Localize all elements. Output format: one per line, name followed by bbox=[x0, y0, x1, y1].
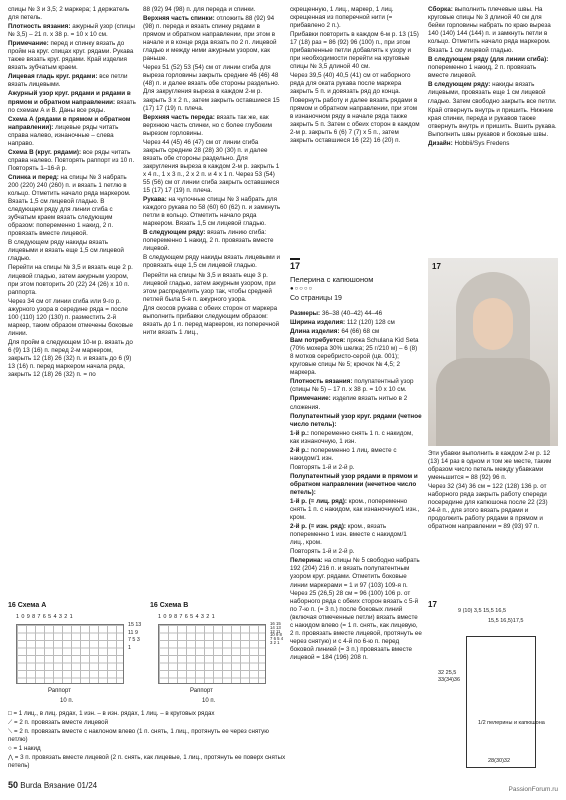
paragraph-text: Через 34 см от линии сгиба или 9-го р. ажурного узора в середине ряда = после 100 (110) 120 (130) п. разместить 2-й маркер, таким образом отмечены боковые линии. bbox=[8, 297, 133, 337]
photo-number: 17 bbox=[432, 262, 441, 271]
paragraph bbox=[290, 464, 422, 472]
watermark: PassionForum.ru bbox=[508, 786, 558, 793]
scheme-a-col-numbers: 10987654321 bbox=[16, 614, 75, 620]
legend-item: ⋀ = 3 п. провязать вместе лицевой (2 п. снять, как лицевые, 1 лиц., протянуть ее поверх снятых петель) bbox=[8, 753, 286, 769]
paragraph-text: Повторять 1-й и 2-й р. bbox=[290, 463, 355, 471]
paragraph-heading: 1-й р. (= лиц. ряд): bbox=[290, 498, 347, 506]
paragraph-text: пряжа Schulana Kid Seta (70% мохера 30% шелка; 25 г/210 м) – 6 (8) 8 мотков серебристо-серой (цв. 001); круговые спицы № 5; крючок № 4,5; 2 маркера. bbox=[290, 337, 419, 377]
text-column-4b bbox=[428, 450, 558, 532]
magazine-name: Burda Вязание bbox=[20, 781, 75, 790]
pattern-header bbox=[290, 258, 422, 304]
paragraph bbox=[8, 174, 136, 238]
scheme-b-rapport-n: 10 п. bbox=[202, 698, 216, 704]
paragraph bbox=[428, 483, 558, 531]
legend-item: ○ = 1 накид bbox=[8, 744, 41, 752]
paragraph bbox=[143, 305, 283, 337]
paragraph bbox=[428, 56, 558, 80]
paragraph-heading: Схема В (круг. рядами): bbox=[8, 148, 82, 156]
paragraph-heading: Дизайн: bbox=[428, 139, 453, 147]
paragraph-heading: 2-й р. (= изн. ряд): bbox=[290, 523, 347, 531]
paragraph bbox=[290, 430, 422, 446]
paragraph bbox=[8, 149, 136, 173]
paragraph-heading: Верхняя часть переда: bbox=[143, 113, 215, 121]
paragraph-text: полупатентный узор (спицы № 5) – 17 п. х 38 р. = 10 х 10 см. bbox=[290, 378, 414, 394]
paragraph bbox=[290, 523, 422, 547]
paragraph-text: на спицы № 5 свободно набрать 192 (204) 216 п. и вязать полупатентным узором круг. рядами. Отметить боковые линии маркерами = 1 и 97 (103) 109-я п. Через 25 (26,5) 28 см = 96 (100) 106 р. от наборного ряда с обеих сторон вязать с 5-й по 7-ю п. (= 3 п.) после боковых линий (включая отмеченные петли) вязать вместе с накидом влево (= 1 п. снять, как лицевую, 2 п. провязать вместе лицевой, протянуть ее через снятую) и с 4-й по 6-ю п. перед боковой линией (= 3 п.) провязать вместе лицевой = 184 (196) 208 п. bbox=[290, 557, 422, 661]
page-number: 50 bbox=[8, 780, 19, 790]
paragraph-text: Прибавки повторить в каждом 6-м р. 13 (15) 17 (18) раз = 86 (92) 96 (100) п., при этом прибавленные петли добавлять к узору и при необходимости перейти на круговые спицы № 3,5 длиной 40 см. bbox=[290, 31, 419, 71]
paragraph-heading: Размеры: bbox=[290, 310, 321, 317]
legend-item: ⟋ = 2 п. провязать вместе лицевой bbox=[8, 718, 109, 726]
paragraph-text: все ряды читать справа налево. Повторять раппорт из 10 п. Повторять 1–16-й р. bbox=[8, 148, 135, 172]
paragraph bbox=[143, 114, 283, 138]
paragraph bbox=[8, 90, 136, 114]
paragraph bbox=[290, 310, 422, 318]
paragraph bbox=[8, 339, 136, 379]
paragraph-text: попеременно снять 1 п. с накидом, как изнаночную, 1 изн. bbox=[290, 429, 414, 445]
paragraph-text: попеременно 1 накид, 2 п. провязать вместе лицевой. bbox=[428, 64, 537, 80]
paragraph-text: вязать по схемам А и В. Даны все ряды. bbox=[8, 98, 136, 114]
paragraph bbox=[143, 15, 283, 63]
pattern-diagram bbox=[428, 600, 558, 770]
paragraph-text: Hobbii/Sys Fredens bbox=[454, 139, 510, 147]
scheme-b-grid bbox=[158, 624, 266, 684]
paragraph-heading: Вам потребуется: bbox=[290, 337, 346, 345]
paragraph bbox=[143, 272, 283, 304]
paragraph-heading: Верхняя часть спинки: bbox=[143, 15, 215, 23]
paragraph bbox=[290, 328, 422, 336]
paragraph-heading: Полупатентный узор круг. рядами (четное число петель): bbox=[290, 412, 422, 428]
text-column-3b bbox=[290, 310, 422, 663]
paragraph bbox=[290, 498, 422, 522]
diagram-side-dims: 32 25,5 33(34)36 bbox=[438, 670, 461, 684]
legend-item: ⟍ = 2 п. провязать вместе с наклоном влево (1 п. снять, 1 лиц., протянуть ее через снятую петлю) bbox=[8, 727, 269, 743]
paragraph-heading: В следующем ряду: bbox=[428, 81, 491, 89]
paragraph bbox=[8, 298, 136, 338]
paragraph-text: на чулочные спицы № 3 набрать для каждого рукава по 58 (60) 60 (62) п. и замкнуть петли в кольцо. Отметить начало ряда маркером. Вязать 1,5 см лицевой гладью. bbox=[143, 196, 281, 228]
text-column-3 bbox=[290, 6, 422, 146]
symbol-legend bbox=[8, 710, 288, 771]
paragraph bbox=[143, 229, 283, 253]
paragraph-text: скрещенную, 1 лиц., маркер, 1 лиц. скрещенная из поперечной нити (= прибавлено 2 п.). bbox=[290, 6, 394, 30]
scheme-a bbox=[8, 602, 148, 702]
paragraph-text: Эти убавки выполнить в каждом 2-м р. 12 (13) 14 раз в одном и том же месте, таким образом число петель между убавками уменьшится = 88 (92) 96 п. bbox=[428, 450, 552, 482]
pattern-title: Пелерина с капюшоном bbox=[290, 274, 374, 284]
paragraph bbox=[290, 319, 422, 327]
paragraph bbox=[143, 64, 283, 112]
paragraph bbox=[8, 6, 136, 22]
issue-number: 01/24 bbox=[77, 781, 98, 790]
paragraph-heading: Спинка и перед: bbox=[8, 173, 59, 181]
paragraph bbox=[290, 6, 422, 30]
paragraph bbox=[290, 447, 422, 463]
paragraph-heading: В следующем ряду (для линии сгиба): bbox=[428, 56, 549, 64]
paragraph-heading: Пелерина: bbox=[290, 557, 323, 565]
paragraph-heading: Полупатентный узор рядами в прямом и обратном направлении (нечетное число петель): bbox=[290, 472, 418, 496]
paragraph-text: Край отвернуть внутрь и пришить. Нижние края спинки, переда и рукавов также отвернуть внутрь и пришить. Вшить рукава. Выполнить швы рукавов и боковые швы. bbox=[428, 106, 557, 138]
paragraph bbox=[143, 6, 283, 14]
model-photo bbox=[428, 258, 558, 446]
scheme-a-row-numbers: 15 13 11 9 7 5 3 1 bbox=[128, 622, 142, 651]
diagram-note: 1/2 пелерины и капюшона bbox=[478, 720, 545, 726]
paragraph-text: В следующем ряду накиды вязать лицевыми и провязать еще 1,5 см лицевой гладью. bbox=[143, 254, 281, 270]
paragraph-heading: Сборка: bbox=[428, 6, 453, 13]
paragraph-text: перед и спинку вязать до пройм на круг. спицах круг. рядами. Рукава также вязать круг. рядами. Край изделия вязать зубчатым краем. bbox=[8, 40, 134, 72]
diagram-top-dims: 9 (10) 3,5 15,5 16,5 bbox=[458, 608, 507, 614]
paragraph bbox=[428, 140, 558, 148]
paragraph-text: 112 (120) 128 см bbox=[346, 319, 395, 327]
paragraph-text: спицы № 3 и 3,5; 2 маркера; 1 держатель для петель. bbox=[8, 6, 130, 22]
paragraph bbox=[290, 72, 422, 144]
paragraph-text: 36–38 (40–42) 44–46 bbox=[321, 310, 383, 317]
paragraph bbox=[143, 196, 283, 228]
paragraph-heading: 1-й р.: bbox=[290, 429, 309, 437]
diagram-outline bbox=[466, 636, 536, 768]
scheme-a-grid bbox=[16, 624, 124, 684]
paragraph bbox=[290, 557, 422, 662]
scheme-b-col-numbers: 10987654321 bbox=[158, 614, 217, 620]
paragraph-text: накиды вязать лицевыми, провязать еще 1 см лицевой гладью. Затем свободно закрыть все петли. bbox=[428, 81, 557, 105]
paragraph-heading: Примечание: bbox=[8, 40, 49, 48]
paragraph-text: Вязать 1 см лицевой гладью. bbox=[428, 47, 514, 55]
paragraph-text: Для пройм в следующем 10-м р. вязать до 6 (9) 13 (16) п. перед 2-м маркером, закрыть 12 (18) 26 (32) п. и вязать до 6 (9) 13 (16) п. перед маркером начала ряда, закрыть 12 (18) 26 (32) п. = по bbox=[8, 338, 133, 379]
scheme-a-title: 16 Схема А bbox=[8, 602, 47, 609]
paragraph-text: изделие вязать нитью в 2 сложения. bbox=[290, 395, 408, 411]
page-footer bbox=[8, 780, 97, 792]
paragraph-text: попеременно 1 лиц. вместе с накидом/1 изн. bbox=[290, 446, 397, 462]
paragraph-heading: Ширина изделия: bbox=[290, 319, 346, 327]
paragraph-heading: Ажурный узор круг. рядами и рядами в прямом и обратном направлении: bbox=[8, 90, 131, 106]
paragraph-text: кром., попеременно снять 1 п. с накидом, как изнаночную/1 изн., кром. bbox=[290, 498, 420, 522]
scheme-a-rapport: Раппорт bbox=[48, 688, 71, 694]
scheme-b-title: 16 Схема В bbox=[150, 602, 189, 609]
paragraph-text: кром., вязать попеременно 1 изн. вместе с накидом/1 лиц., кром. bbox=[290, 523, 407, 547]
paragraph-heading: Плотность вязания: bbox=[290, 378, 353, 386]
page-reference: Со страницы 19 bbox=[290, 294, 342, 302]
paragraph bbox=[143, 254, 283, 270]
paragraph bbox=[8, 73, 136, 89]
paragraph bbox=[428, 47, 558, 55]
paragraph-text: вязать линию сгиба: попеременно 1 накид, 2 п. провязать вместе лицевой. bbox=[143, 229, 274, 253]
paragraph bbox=[8, 23, 136, 39]
paragraph-text: на спицы № 3 набрать 200 (220) 240 (260) п. и вязать 1 петлю в кольцо. Отметить начало ряда маркером. Вязать 1,5 см лицевой гладью. В следующем ряду для линии сгиба с зубчатым краем вязать следующим образом: попеременно 1 накид, 2 п. провязать вместе лицевой. bbox=[8, 173, 131, 238]
scheme-a-rapport-n: 10 п. bbox=[60, 698, 74, 704]
paragraph-heading: Рукава: bbox=[143, 196, 167, 204]
paragraph bbox=[290, 548, 422, 556]
diagram-bottom-dim: 28(30)32 bbox=[488, 758, 511, 764]
text-column-2 bbox=[143, 6, 283, 338]
paragraph-text: Перейти на спицы № 3,5 и вязать еще 3 р. лицевой гладью, затем ажурным узором, при этом распределить узор так, чтобы средней петлей была 5-я п. ажурного узора. bbox=[143, 271, 276, 303]
paragraph-heading: В следующем ряду: bbox=[143, 229, 206, 237]
paragraph-text: выполнить плечевые швы. На круговые спицы № 3 длиной 40 см для бейки горловины набрать по краю выреза 140 (140) 144 (144) п. и замкнуть петли в кольцо. Отметить начало ряда маркером. bbox=[428, 6, 551, 46]
paragraph bbox=[290, 337, 422, 377]
paragraph-text: 64 (66) 68 см bbox=[341, 328, 380, 336]
paragraph bbox=[8, 40, 136, 72]
paragraph-text: Для скосов рукава с обеих сторон от маркера выполнить прибавки следующим образом: вязать до 1 п. перед маркером, из поперечной нити вязать 1 лиц., bbox=[143, 304, 280, 336]
scheme-b-rapport: Раппорт bbox=[190, 688, 213, 694]
paragraph bbox=[8, 239, 136, 263]
paragraph-heading: Длина изделия: bbox=[290, 328, 340, 336]
paragraph bbox=[290, 31, 422, 71]
paragraph bbox=[8, 116, 136, 148]
paragraph-text: лицевые ряды читать справа налево, изнаночные – слева направо. bbox=[8, 123, 119, 147]
diagram-top-dims-2: 15,5 16,5)17,5 bbox=[488, 618, 524, 624]
text-column-4 bbox=[428, 6, 558, 149]
scheme-b-row-numbers: 16 15 14 13 12 11 10 9 8 7 6 5 4 3 2 1 bbox=[270, 621, 284, 645]
paragraph bbox=[290, 473, 422, 497]
scheme-b bbox=[150, 602, 290, 702]
paragraph bbox=[428, 6, 558, 46]
pattern-number: 17 bbox=[290, 258, 300, 273]
paragraph-text: Через 44 (45) 46 (47) см от линии сгиба закрыть средние 28 (28) 30 (30) п. и далее вязать обе стороны раздельно. Для закругления выреза в каждом 2-м р. закрыть 1 х 4 п., 1 х 3 п., 2 х 2 п. и 4 х 1 п. Через 53 (54) 55 (56) см от линии сгиба закрыть оставшиеся 15 (17) 17 (19) п. плеча. bbox=[143, 138, 280, 195]
paragraph-text: все петли вязать лицевыми. bbox=[8, 73, 128, 89]
paragraph-text: ажурный узор (спицы № 3,5) – 21 п. х 38 р. = 10 х 10 см. bbox=[8, 23, 135, 39]
paragraph-text: Через 39,5 (40) 40,5 (41) см от наборного ряда для оката рукава после маркера закрыть 5 п. и довязать ряд до конца. Повернуть работу и далее вязать рядами в прямом и обратном направлении, при этом в изнаночном ряду в начале ряда также закрыть 5 п. Затем с обеих сторон в каждом 2-м р. закрыть 6 (6) 7 (7) х 5 п., затем закрыть оставшиеся 16 (22) 16 (20) п. bbox=[290, 72, 420, 144]
paragraph bbox=[428, 81, 558, 105]
legend-item: □ = 1 лиц., в лиц. рядах, 1 изн. – в изн. рядах, 1 лиц. – в круговых рядах bbox=[8, 710, 215, 717]
paragraph bbox=[290, 413, 422, 429]
paragraph-heading: Примечание: bbox=[290, 395, 331, 403]
paragraph-heading: Лицевая гладь круг. рядами: bbox=[8, 73, 98, 81]
paragraph-text: отложить 88 (92) 94 (98) п. переда и вязать спинку рядами в прямом и обратном направлении, при этом в начале и в конце ряда вязать по 2 п. лицевой гладью и между ними ажурным узором, как раньше. bbox=[143, 15, 277, 63]
paragraph bbox=[290, 378, 422, 394]
paragraph-text: Через 32 (34) 36 см = 122 (128) 136 р. от наборного ряда закрыть работу спереди посередине для капюшона после 22 (23) 24-й п., для этого вязать рядами и продолжить работу рядами в прямом и обратном направлении = 89 (93) 97 п. bbox=[428, 483, 548, 531]
paragraph bbox=[428, 107, 558, 139]
paragraph bbox=[143, 139, 283, 195]
paragraph-text: В следующем ряду накиды вязать лицевыми и вязать еще 1,5 см лицевой гладью. bbox=[8, 239, 124, 263]
difficulty-dots: ●○○○○ bbox=[290, 286, 314, 293]
paragraph-text: 88 (92) 94 (98) п. для переда и спинки. bbox=[143, 6, 256, 13]
paragraph-text: Повторять 1-й и 2-й р. bbox=[290, 548, 355, 556]
paragraph-text: вязать так же, как верхнюю часть спинки, но с более глубоким вырезом горловины. bbox=[143, 113, 272, 137]
paragraph bbox=[8, 264, 136, 296]
paragraph-heading: Схема А (рядами в прямом и обратном направлении): bbox=[8, 115, 131, 131]
paragraph-text: Через 51 (52) 53 (54) см от линии сгиба для выреза горловины закрыть средние 46 (46) 48 (48) п. и далее вязать обе стороны раздельно. Для закругления выреза в каждом 2-м р. закрыть 3 х 2 п., затем закрыть оставшиеся 15 (17) 17 (19) п. плеча. bbox=[143, 64, 280, 112]
paragraph-heading: 2-й р.: bbox=[290, 446, 309, 454]
paragraph bbox=[428, 450, 558, 482]
paragraph bbox=[290, 395, 422, 411]
text-column-1 bbox=[8, 6, 136, 380]
diagram-number: 17 bbox=[428, 600, 437, 609]
paragraph-text: Перейти на спицы № 3,5 и вязать еще 2 р. лицевой гладью, затем ажурным узором, при этом повторить 20 (22) 24 (26) х 10 п. раппорта. bbox=[8, 264, 133, 296]
paragraph-heading: Плотность вязания: bbox=[8, 23, 71, 31]
